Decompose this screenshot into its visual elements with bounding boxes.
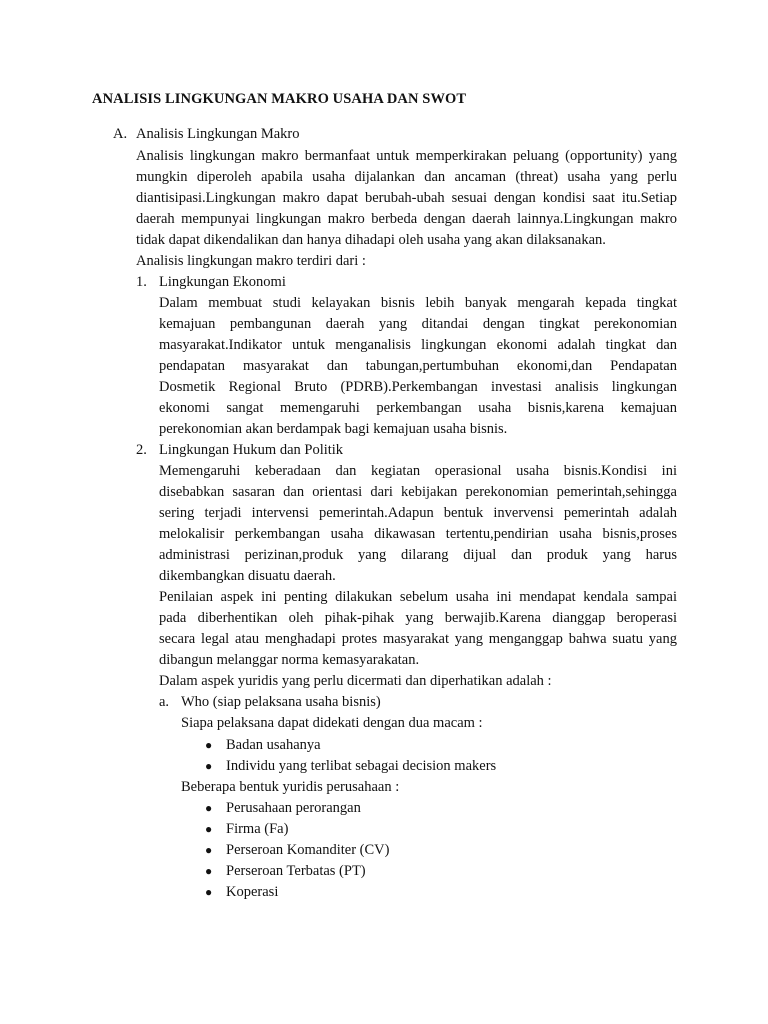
item-2-heading: Lingkungan Hukum dan Politik	[159, 442, 344, 458]
intro-line: diantisipasi.Lingkungan makro dapat berubah-ubah sesuai dengan kondisi saat itu.Setiap	[136, 190, 677, 206]
document-title: ANALISIS LINGKUNGAN MAKRO USAHA DAN SWOT	[92, 91, 467, 107]
intro-line: Analisis lingkungan makro bermanfaat untuk memperkirakan peluang (opportunity) yang	[136, 148, 677, 164]
item-1-line: ekonomi sangat memengaruhi perkembangan usaha bisnis,karena kemajuan	[159, 400, 677, 416]
bullet-item: Badan usahanya	[226, 737, 321, 753]
item-2-line: Memengaruhi keberadaan dan kegiatan operasional usaha bisnis.Kondisi ini	[159, 463, 677, 479]
item-2-line: disebabkan sasaran dan orientasi dari kebijakan perekonomian pemerintah,sehingga	[159, 484, 677, 500]
bullet-icon: ●	[205, 885, 213, 899]
bullet-icon: ●	[205, 843, 213, 857]
item-1-line: Dalam membuat studi kelayakan bisnis lebih banyak mengarah kepada tingkat	[159, 295, 677, 311]
sub-a-marker: a.	[159, 694, 170, 710]
intro-line: Analisis lingkungan makro terdiri dari :	[136, 253, 366, 269]
item-2-line: melokalisir perkembangan usaha dikawasan tertentu,pendirian usaha bisnis,proses	[159, 526, 677, 542]
item-1-line: kemajuan pembangunan daerah yang ditandai dengan tingkat perekonomian	[159, 316, 677, 332]
bullet-item: Individu yang terlibat sebagai decision makers	[226, 758, 497, 774]
item-2-line: pada diberhentikan oleh pihak-pihak yang berwajib.Karena dianggap beroperasi	[159, 610, 677, 626]
item-2-line: dikembangkan disuatu daerah.	[159, 568, 336, 584]
bullet-item: Perseroan Komanditer (CV)	[226, 842, 390, 858]
item-2-line: sering terjadi intervensi pemerintah.Adapun bentuk invervensi pemerintah adalah	[159, 505, 677, 521]
item-2-line: Penilaian aspek ini penting dilakukan sebelum usaha ini mendapat kendala sampai	[159, 589, 677, 605]
item-2-line: dibangun melanggar norma kemasyarakatan.	[159, 652, 420, 668]
bullet-item: Perusahaan perorangan	[226, 800, 361, 816]
intro-line: daerah mempunyai lingkungan makro berbeda dengan daerah lainnya.Lingkungan makro	[136, 211, 677, 227]
bullet-icon: ●	[205, 759, 213, 773]
bullet-icon: ●	[205, 864, 213, 878]
bullet-item: Koperasi	[226, 884, 279, 900]
item-2-line: administrasi perizinan,produk yang dilarang dijual dan produk yang harus	[159, 547, 677, 563]
bullet-item: Perseroan Terbatas (PT)	[226, 863, 366, 879]
intro-line: mungkin diperoleh apabila usaha dijalankan dan ancaman (threat) usaha yang perlu	[136, 169, 677, 185]
section-a-marker: A.	[113, 126, 128, 142]
bullet-icon: ●	[205, 738, 213, 752]
sub-a-line: Siapa pelaksana dapat didekati dengan dua macam :	[181, 715, 483, 731]
intro-line: tidak dapat dikendalikan dan hanya dihadapi oleh usaha yang akan dilaksanakan.	[136, 232, 606, 248]
item-1-line: Dosmetik Regional Bruto (PDRB).Perkembangan investasi analisis lingkungan	[159, 379, 677, 395]
sub-a-line: Beberapa bentuk yuridis perusahaan :	[181, 779, 400, 795]
item-1-marker: 1.	[136, 274, 147, 290]
item-1-line: pendapatan masyarakat dan tabungan,pertumbuhan ekonomi,dan Pendapatan	[159, 358, 677, 374]
item-1-heading: Lingkungan Ekonomi	[159, 274, 286, 290]
item-2-line: Dalam aspek yuridis yang perlu dicermati dan diperhatikan adalah :	[159, 673, 552, 689]
item-1-line: masyarakat.Indikator untuk menganalisis lingkungan ekonomi adalah tingkat dan	[159, 337, 677, 353]
sub-a-heading: Who (siap pelaksana usaha bisnis)	[181, 694, 381, 710]
item-1-line: perekonomian akan berdampak bagi kemajuan usaha bisnis.	[159, 421, 508, 437]
item-2-line: secara legal atau menghadapi protes masyarakat yang menganggap bahwa suatu yang	[159, 631, 677, 647]
section-a-heading: Analisis Lingkungan Makro	[136, 126, 300, 142]
bullet-icon: ●	[205, 822, 213, 836]
bullet-item: Firma (Fa)	[226, 821, 289, 837]
bullet-icon: ●	[205, 801, 213, 815]
item-2-marker: 2.	[136, 442, 147, 458]
